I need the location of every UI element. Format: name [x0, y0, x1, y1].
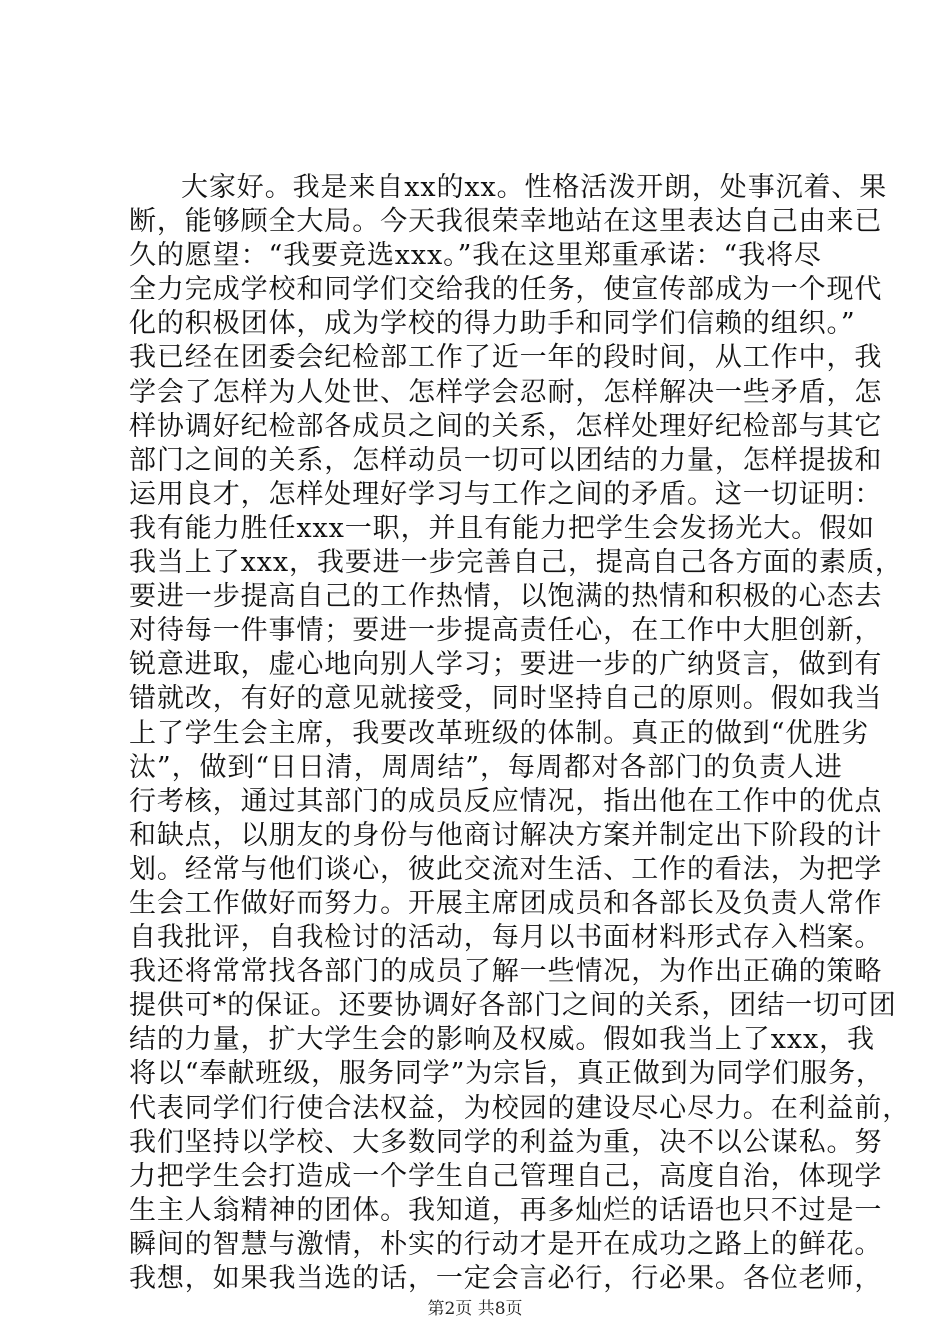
- paragraph-line: 汰”，做到“日日清，周周结”，每周都对各部门的负责人进: [129, 751, 843, 783]
- paragraph-line: 全力完成学校和同学们交给我的任务，使宣传部成为一个现代: [129, 274, 883, 306]
- paragraph-line: 我当上了xxx，我要进一步完善自己，提高自己各方面的素质，: [129, 547, 903, 579]
- paragraph-line: 行考核，通过其部门的成员反应情况，指出他在工作中的优点: [129, 785, 883, 817]
- paragraph-line: 大家好。我是来自xx的xx。性格活泼开朗，处事沉着、果: [181, 172, 888, 203]
- paragraph-line: 运用良才，怎样处理好学习与工作之间的矛盾。这一切证明：: [129, 478, 883, 510]
- paragraph-line: 要进一步提高自己的工作热情，以饱满的热情和积极的心态去: [129, 581, 883, 613]
- paragraph-line: 生会工作做好而努力。开展主席团成员和各部长及负责人常作: [129, 887, 883, 919]
- paragraph-line: 生主人翁精神的团体。我知道，再多灿烂的话语也只不过是一: [129, 1194, 883, 1226]
- paragraph-line: 部门之间的关系，怎样动员一切可以团结的力量，怎样提拔和: [129, 444, 883, 476]
- paragraph-line: 对待每一件事情；要进一步提高责任心，在工作中大胆创新，: [129, 615, 883, 647]
- paragraph-line: 提供可*的保证。还要协调好各部门之间的关系，团结一切可团: [129, 990, 897, 1022]
- paragraph-line: 瞬间的智慧与激情，朴实的行动才是开在成功之路上的鲜花。: [129, 1228, 883, 1260]
- paragraph-line: 样协调好纪检部各成员之间的关系，怎样处理好纪检部与其它: [129, 410, 883, 442]
- paragraph-line: 我想，如果我当选的话，一定会言必行，行必果。各位老师，: [129, 1263, 883, 1294]
- page-number-footer: 第2页 共8页: [427, 1299, 523, 1319]
- paragraph-line: 和缺点，以朋友的身份与他商讨解决方案并制定出下阶段的计: [129, 819, 883, 851]
- paragraph-line: 久的愿望：“我要竞选xxx。”我在这里郑重承诺：“我将尽: [129, 240, 822, 272]
- paragraph-line: 我有能力胜任xxx一职，并且有能力把学生会发扬光大。假如: [129, 512, 875, 544]
- paragraph-line: 上了学生会主席，我要改革班级的体制。真正的做到“优胜劣: [129, 717, 870, 749]
- paragraph-line: 我已经在团委会纪检部工作了近一年的段时间，从工作中，我: [129, 342, 883, 374]
- paragraph-line: 我还将常常找各部门的成员了解一些情况，为作出正确的策略: [129, 956, 883, 988]
- paragraph-line: 自我批评，自我检讨的活动，每月以书面材料形式存入档案。: [129, 922, 883, 954]
- speech-paragraph: [129, 171, 911, 1296]
- paragraph-line: 化的积极团体，成为学校的得力助手和同学们信赖的组织。”: [129, 308, 856, 340]
- paragraph-line: 力把学生会打造成一个学生自己管理自己，高度自治，体现学: [129, 1160, 883, 1192]
- paragraph-line: 学会了怎样为人处世、怎样学会忍耐，怎样解决一些矛盾，怎: [129, 376, 883, 408]
- paragraph-line: 划。经常与他们谈心，彼此交流对生活、工作的看法，为把学: [129, 853, 883, 885]
- paragraph-line: 错就改，有好的意见就接受，同时坚持自己的原则。假如我当: [129, 683, 883, 715]
- paragraph-line: 锐意进取，虚心地向别人学习；要进一步的广纳贤言，做到有: [129, 649, 883, 681]
- paragraph-line: 结的力量，扩大学生会的影响及权威。假如我当上了xxx，我: [129, 1024, 875, 1056]
- paragraph-line: 代表同学们行使合法权益，为校园的建设尽心尽力。在利益前，: [129, 1092, 911, 1124]
- paragraph-line: 断，能够顾全大局。今天我很荣幸地站在这里表达自己由来已: [129, 206, 883, 238]
- paragraph-line: 将以“奉献班级，服务同学”为宗旨，真正做到为同学们服务，: [129, 1058, 884, 1090]
- paragraph-line: 我们坚持以学校、大多数同学的利益为重，决不以公谋私。努: [129, 1126, 883, 1158]
